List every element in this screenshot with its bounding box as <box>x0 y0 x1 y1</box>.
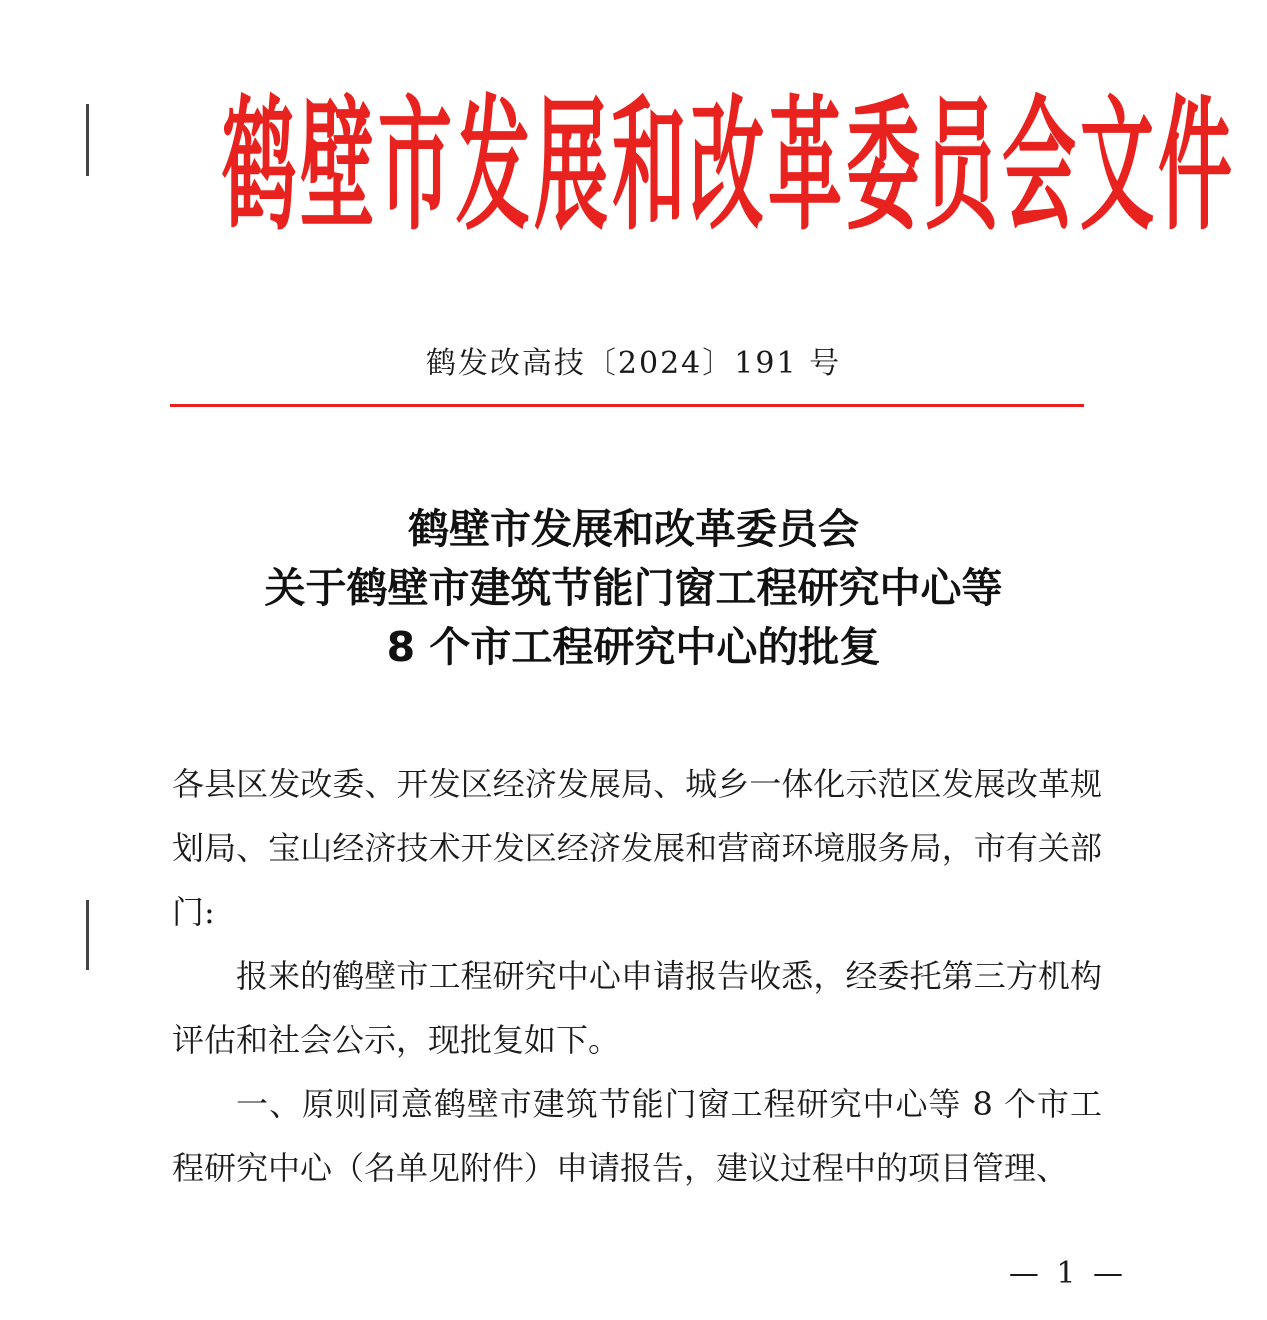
document-masthead: 鹤壁市发展和改革委员会文件 <box>222 83 1236 251</box>
document-body <box>172 752 1102 1200</box>
title-line-2: 关于鹤壁市建筑节能门窗工程研究中心等 <box>264 564 1003 612</box>
binding-mark-middle <box>86 900 89 970</box>
title-line-1: 鹤壁市发展和改革委员会 <box>408 505 859 553</box>
page-number: — 1 — <box>1008 1256 1127 1291</box>
title-line-3: 8 个市工程研究中心的批复 <box>386 623 881 671</box>
document-number: 鹤发改高技〔2024〕191 号 <box>425 346 842 381</box>
body-paragraph-2: 一、原则同意鹤壁市建筑节能门窗工程研究中心等 8 个市工程研究中心（名单见附件）申请报告，建议过程中的项目管理、 <box>172 1085 1102 1187</box>
red-separator-line <box>170 404 1084 407</box>
document-title <box>0 500 1267 677</box>
body-paragraph-1: 报来的鹤壁市工程研究中心申请报告收悉，经委托第三方机构评估和社会公示，现批复如下。 <box>172 957 1102 1059</box>
binding-mark-top <box>86 104 89 176</box>
addressee-paragraph: 各县区发改委、开发区经济发展局、城乡一体化示范区发展改革规划局、宝山经济技术开发区经济发展和营商环境服务局，市有关部门: <box>172 765 1102 931</box>
